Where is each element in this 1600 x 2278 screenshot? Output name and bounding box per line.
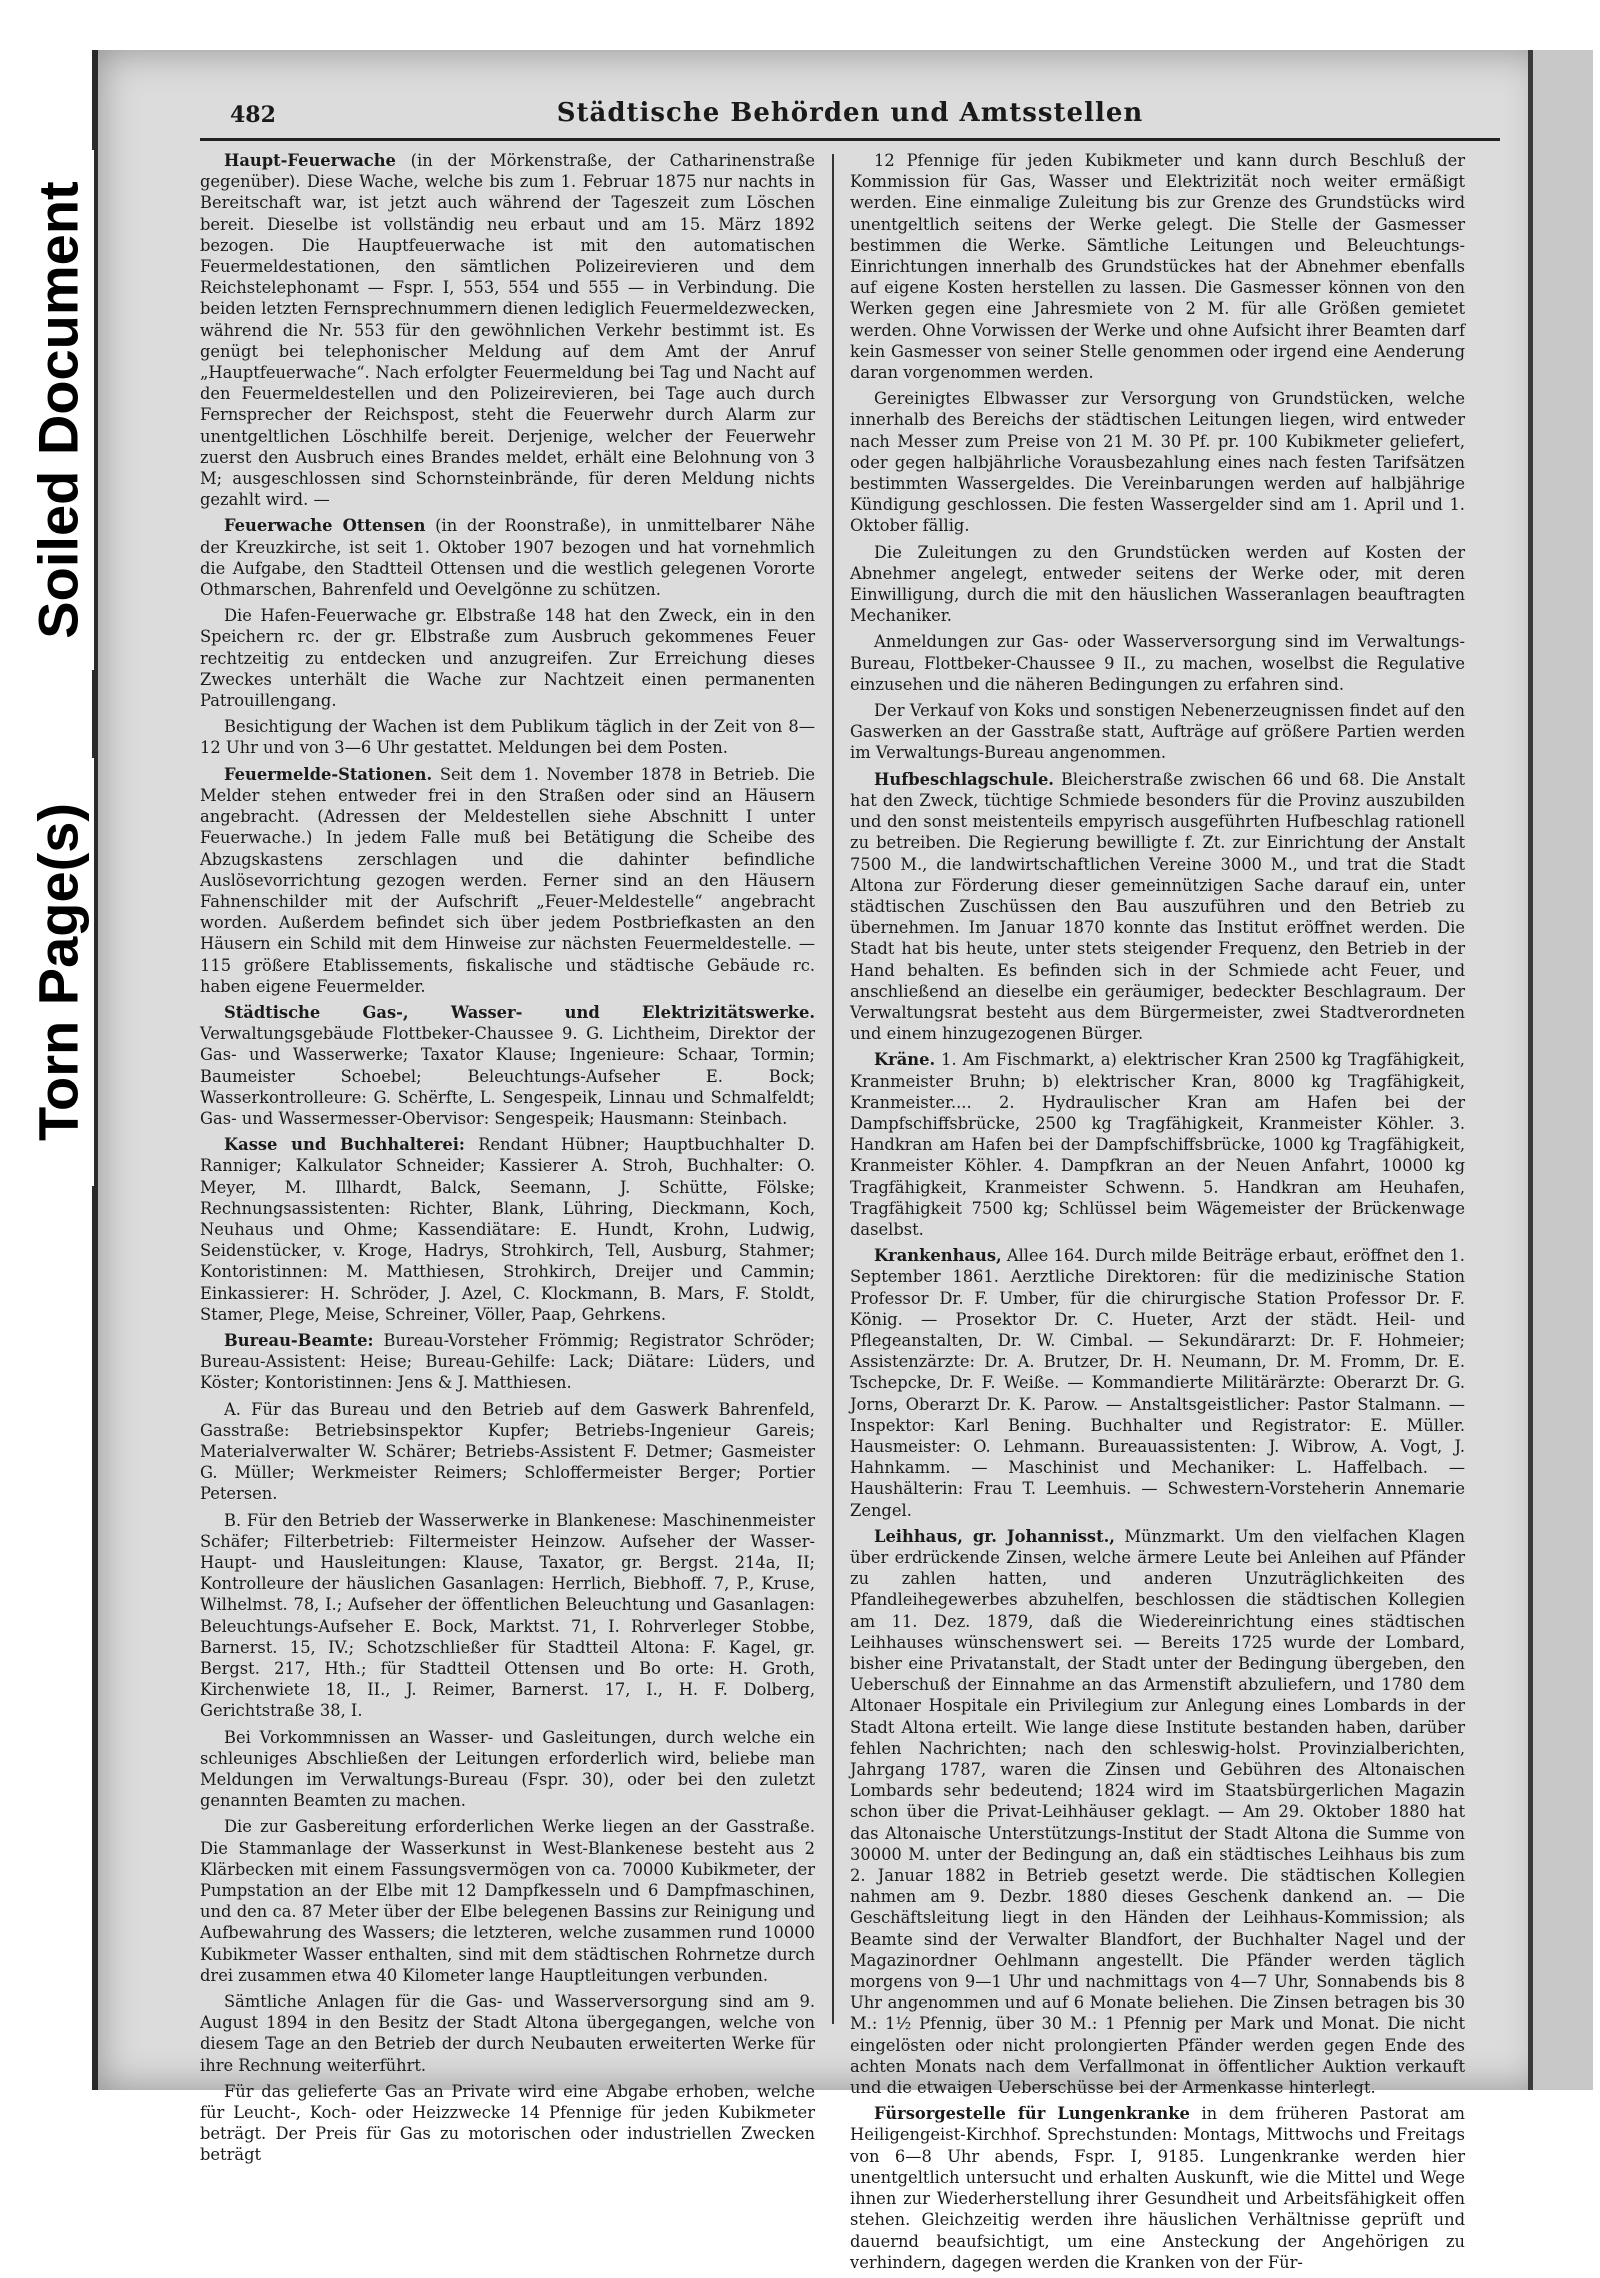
- entry-text: B. Für den Betrieb der Wasserwerke in Blankenese: Maschinenmeister Schäfer; Filterbetrieb: Filtermeister Heinzow. Aufseher der Wasser-Haupt- und Hausleitungen: Klause, Taxator, gr. Bergst. 214a, II; Kontrolleure der häuslichen Gasanlagen: Herrlich, Biebhoff. 7, P., Kruse, Wilhelmst. 78, I.; Aufseher der öffentlichen Beleuchtung und Gasanlagen: Beleuchtungs-Aufseher E. Bock, Marktst. 71, I. Rohrverleger Stobbe, Barnerst. 15, IV.; Schotzschließer für Stadtteil Altona: F. Kagel, gr. Bergst. 217, Hth.; für Stadtteil Ottensen und Bo orte: H. Groth, Kirchenwiete 18, II., J. Reimer, Barnerst. 17, I., H. F. Dolberg, Gerichtstraße 38, I.: [200, 1510, 815, 1721]
- entry-text: Die Zuleitungen zu den Grundstücken werden auf Kosten der Abnehmer angelegt, entweder seitens der Werke oder, mit deren Einwilligung, durch die mit den häuslichen Wasseranlagen beauftragten Mechaniker.: [850, 542, 1465, 626]
- torn-pages-text: Torn Page(s): [26, 802, 90, 1142]
- entry-heading: Kasse und Buchhalterei:: [224, 1135, 465, 1155]
- right-paragraph: [850, 1049, 1465, 1240]
- right-paragraph: [850, 769, 1465, 1045]
- entry-text: Für das gelieferte Gas an Private wird eine Abgabe erhoben, welche für Leucht-, Koch- oder Heizzwecke 14 Pfennige für jeden Kubikmeter beträgt. Der Preis für Gas zu motorischen oder industriellen Zwecken beträgt: [200, 2081, 815, 2165]
- entry-text: in dem früheren Pastorat am Heiligengeist-Kirchhof. Sprechstunden: Montags, Mittwochs und Freitags von 6—8 Uhr abends, Fspr. I, 9185. Lungenkranke werden hier unentgeltlich untersucht und erhalten Auskunft, wie die Mittel und Wege ihnen zur Wiederherstellung ihrer Gesundheit und Arbeitsfähigkeit offen stehen. Gleichzeitig werden ihre häuslichen Verhältnisse geprüft und dauernd beaufsichtigt, um eine Ansteckung der Angehörigen zu verhindern, dagegen werden die Kranken von der Für-: [850, 2104, 1465, 2272]
- entry-text: A. Für das Bureau und den Betrieb auf dem Gaswerk Bahrenfeld, Gasstraße: Betriebsinspektor Kupfer; Betriebs-Ingenieur Gareis; Materialverwalter W. Schärer; Betriebs-Assistent F. Detmer; Gasmeister G. Müller; Werkmeister Reimers; Schloffermeister Berger; Portier Petersen.: [200, 1399, 815, 1504]
- right-column: [850, 150, 1465, 2278]
- left-paragraph: [200, 1816, 815, 1986]
- entry-text: Bureau-Vorsteher Frömmig; Registrator Schröder; Bureau-Assistent: Heise; Bureau-Gehilfe: Lack; Diätare: Lüders, und Köster; Kontoristinnen: Jens & J. Matthiesen.: [200, 1330, 815, 1393]
- left-paragraph: [200, 1002, 815, 1129]
- left-paragraph: [200, 1134, 815, 1325]
- entry-heading: Städtische Gas-, Wasser- und Elektrizitätswerke.: [224, 1002, 815, 1022]
- right-paragraph: [850, 542, 1465, 627]
- right-paragraph: [850, 631, 1465, 695]
- soiled-document-text: Soiled Document: [26, 181, 90, 639]
- entry-heading: Kräne.: [874, 1050, 936, 1070]
- left-column: [200, 150, 815, 2171]
- entry-heading: Fürsorgestelle für Lungenkranke: [874, 2104, 1190, 2124]
- running-head: Städtische Behörden und Amtsstellen: [556, 98, 1144, 128]
- right-paragraph: [850, 700, 1465, 764]
- entry-heading: Bureau-Beamte:: [224, 1330, 374, 1350]
- right-paragraph: [850, 388, 1465, 536]
- right-paragraph: [850, 1526, 1465, 2098]
- entry-text: Anmeldungen zur Gas- oder Wasserversorgung sind im Verwaltungs-Bureau, Flottbeker-Chaussee 9 II., zu machen, woselbst die Regulative einzusehen und die näheren Bedingungen zu erfahren sind.: [850, 632, 1465, 694]
- entry-text: Bleicherstraße zwischen 66 und 68. Die Anstalt hat den Zweck, tüchtige Schmiede besonders für die Provinz auszubilden und den sonst meistenteils empyrisch ausgeführten Hufbeschlag rationell zu betreiben. Die Regierung bewilligte f. Zt. zur Einrichtung der Anstalt 7500 M., die landwirtschaftlichen Vereine 3000 M., und trat die Stadt Altona zur Förderung dieser gemeinnützigen Sache darauf ein, unter städtischen Zuschüssen den Bau auszuführen und den Betrieb zu übernehmen. Im Januar 1870 konnte das Institut eröffnet werden. Die Stadt hat bis heute, unter stets steigender Frequenz, den Betrieb in der Hand behalten. Es befinden sich in der Schmiede acht Feuer, und anschließend an dieselbe ein geräumiger, bedeckter Beschlagraum. Der Verwaltungsrat besteht aus dem Bürgermeister, zwei Stadtverordneten und einem hinzugezogenen Bürger.: [850, 769, 1465, 1044]
- right-paragraph: [850, 2103, 1465, 2273]
- entry-text: Besichtigung der Wachen ist dem Publikum täglich in der Zeit von 8—12 Uhr und von 3—6 Uhr gestattet. Meldungen bei dem Posten.: [200, 717, 815, 758]
- document-page: [200, 90, 1500, 2272]
- entry-text: Die Hafen-Feuerwache gr. Elbstraße 148 hat den Zweck, ein in den Speichern rc. der gr. Elbstraße zum Ausbruch gekommenes Feuer rechtzeitig zu entdecken und anzugreifen. Zur Erreichung dieses Zweckes unterhält die Wache zur Nachtzeit einen permanenten Patrouillengang.: [200, 606, 815, 711]
- entry-text: Verwaltungsgebäude Flottbeker-Chaussee 9. G. Lichtheim, Direktor der Gas- und Wasserwerke; Taxator Klause; Ingenieure: Schaar, Tormin; Baumeister Schoebel; Beleuchtungs-Aufseher E. Bock; Wasserkontrolleure: G. Schërfte, L. Sengespeik, Linnau und Schmalfeldt; Gas- und Wassermesser-Obervisor: Sengespeik; Hausmann: Steinbach.: [200, 1024, 815, 1128]
- right-paragraph: [850, 1245, 1465, 1521]
- left-paragraph: [200, 1330, 815, 1394]
- header-rule: [200, 138, 1500, 141]
- soiled-document-label: [22, 150, 94, 670]
- entry-heading: Leihhaus, gr. Johannisst.,: [874, 1526, 1115, 1546]
- entry-text: Bei Vorkommnissen an Wasser- und Gasleitungen, durch welche ein schleuniges Abschließen der Leitungen erforderlich wird, beliebe man Meldungen im Verwaltungs-Bureau (Fspr. 30), oder bei den zuletzt genannten Beamten zu machen.: [200, 1727, 815, 1811]
- left-paragraph: [200, 1510, 815, 1722]
- entry-heading: Krankenhaus,: [874, 1246, 1002, 1266]
- entry-text: 1. Am Fischmarkt, a) elektrischer Kran 2500 kg Tragfähigkeit, Kranmeister Bruhn; b) elektrischer Kran, 8000 kg Tragfähigkeit, Kranmeister.... 2. Hydraulischer Kran am Hafen bei der Dampfschiffsbrücke, 2500 kg Tragfähigkeit, Kranmeister Köhler. 3. Handkran am Hafen bei der Dampfschiffsbrücke, 1000 kg Tragfähigkeit, Kranmeister Köhler. 4. Dampfkran an der Neuen Anfahrt, 10000 kg Tragfähigkeit, Kranmeister Schwenn. 5. Handkran am Heuhafen, Tragfähigkeit 7500 kg; Schlüssel beim Wägemeister der Brückenwage daselbst.: [850, 1050, 1465, 1239]
- entry-text: (in der Roonstraße), in unmittelbarer Nähe der Kreuzkirche, ist seit 1. Oktober 1907 bezogen und hat vornehmlich die Aufgabe, den Stadtteil Ottensen und die westlich gelegenen Vororte Othmarschen, Bahrenfeld und Oevelgönne zu schützen.: [200, 516, 815, 600]
- entry-text: (in der Mörkenstraße, der Catharinenstraße gegenüber). Diese Wache, welche bis zum 1. Februar 1875 nur nachts in Bereitschaft war, ist jetzt auch während der Tageszeit zum Löschen bereit. Dieselbe ist vollständig neu erbaut und am 15. März 1892 bezogen. Die Hauptfeuerwache ist mit den automatischen Feuermeldestationen, den sämtlichen Polizeirevieren und dem Reichstelephonamt — Fspr. I, 553, 554 und 555 — in Verbindung. Die beiden letzten Fernsprechnummern dienen lediglich Feuermeldezwecken, während die Nr. 553 für den gewöhnlichen Verkehr bestimmt ist. Es genügt bei telephonischer Meldung auf dem Amt der Anruf „Hauptfeuerwache“. Nach erfolgter Feuermeldung bei Tag und Nacht auf den Feuermeldestellen und den Polizeirevieren, bei Tage auch durch Fernsprecher der Reichspost, steht die Feuerwehr durch Alarm zur unentgeltlichen Löschhilfe bereit. Derjenige, welcher der Feuerwehr zuerst den Ausbruch eines Brandes meldet, erhält eine Belohnung von 3 M; ausgeschlossen sind Schornsteinbrände, für deren Meldung nichts gezahlt wird. —: [200, 151, 815, 510]
- page-number: 482: [230, 102, 276, 128]
- entry-heading: Feuerwache Ottensen: [224, 516, 426, 536]
- entry-text: Münzmarkt. Um den vielfachen Klagen über erdrückende Zinsen, welche ärmere Leute bei Anleihen auf Pfänder zu zahlen hatten, und anderen Unzuträglichkeiten des Pfandleihegewerbes abzuhelfen, beschlossen die städtischen Kollegien am 11. Dez. 1879, daß die Wiedereinrichtung eines städtischen Leihhauses wünschenswert sei. — Bereits 1725 wurde der Lombard, bisher eine Privatanstalt, der Stadt unter der Bedingung übergeben, den Ueberschuß der Einnahme an das Armenstift abzuliefern, und 1780 dem Altonaer Hospitale ein Privilegium zur Anlegung eines Lombards in der Stadt Altona erteilt. Wie lange diese Institute bestanden haben, darüber fehlen Nachrichten; nach den schleswig-holst. Provinzialberichten, Jahrgang 1787, waren die Zinsen und Gebühren des Altonaischen Lombards sehr bedeutend; 1824 wird im Staatsbürgerlichen Magazin schon über die Privat-Leihhäuser geklagt. — Am 29. Oktober 1880 hat das Altonaische Unterstützungs-Institut der Stadt Altona die Summe von 30000 M. unter der Bedingung an, daß ein städtisches Leihhaus bis zum 2. Januar 1882 in Betrieb gesetzt werde. Die städtischen Kollegien nahmen am 9. Dezbr. 1880 dieses Geschenk dankend an. — Die Geschäftsleitung liegt in den Händen der Leihhaus-Kommission; als Beamte sind der Verwalter Blandfort, der Buchhalter Nagel und der Magazinordner Oehlmann angestellt. Die Pfänder werden täglich morgens von 9—1 Uhr und nachmittags von 4—7 Uhr, Sonnabends bis 8 Uhr angenommen und auf 6 Monate beliehen. Die Zinsen betragen bis 30 M.: 1½ Pfennig, über 30 M.: 1 Pfennig per Mark und Monat. Die nicht eingelösten oder nicht prolongierten Pfänder werden gegen Ende des achten Monats nach dem Verfallmonat in öffentlicher Auktion verkauft und die etwaigen Ueberschüsse bei der Armenkasse hinterlegt.: [850, 1526, 1466, 2098]
- left-paragraph: [200, 2081, 815, 2166]
- left-paragraph: [200, 1991, 815, 2076]
- left-paragraph: [200, 1727, 815, 1812]
- entry-heading: Hufbeschlagschule.: [874, 769, 1054, 789]
- left-paragraph: [200, 1399, 815, 1505]
- torn-pages-label: [22, 758, 94, 1186]
- left-paragraph: [200, 764, 815, 997]
- right-paragraph: [850, 150, 1465, 383]
- column-divider: [832, 154, 834, 2024]
- entry-heading: Feuermelde-Stationen.: [224, 764, 433, 784]
- entry-text: Gereinigtes Elbwasser zur Versorgung von Grundstücken, welche innerhalb des Bereichs der städtischen Leitungen liegen, wird entweder nach Messer zum Preise von 21 M. 30 Pf. pr. 100 Kubikmeter geliefert, oder gegen halbjährliche Vorausbezahlung eines nach festen Tarifsätzen bestimmten Wassergeldes. Die Vereinbarungen werden auf halbjährige Kündigung geschlossen. Die festen Wassergelder sind am 1. April und 1. Oktober fällig.: [850, 389, 1465, 536]
- next-page-edge: [1528, 50, 1593, 2090]
- entry-text: Allee 164. Durch milde Beiträge erbaut, eröffnet den 1. September 1861. Aerztliche Direktoren: für die medizinische Station Professor Dr. F. Umber, für die chirurgische Station Professor Dr. F. König. — Prosektor Dr. C. Hueter, Arzt der städt. Heil- und Pflegeanstalten, Dr. W. Cimbal. — Sekundärarzt: Dr. F. Hohmeier; Assistenzärzte: Dr. A. Brutzer, Dr. H. Neumann, Dr. M. Fromm, Dr. E. Tschepcke, Dr. F. Weiße. — Kommandierte Militärärzte: Oberarzt Dr. G. Jorns, Oberarzt Dr. K. Parow. — Anstaltsgeistlicher: Pastor Stalmann. — Inspektor: Karl Bening. Buchhalter und Registrator: E. Müller. Hausmeister: O. Lehmann. Bureauassistenten: J. Wibrow, A. Vogt, J. Hahnkamm. — Maschinist und Mechaniker: L. Haffelbach. — Haushälterin: Frau T. Leemhuis. — Schwestern-Vorsteherin Annemarie Zengel.: [850, 1246, 1465, 1520]
- left-paragraph: [200, 150, 815, 510]
- entry-text: Rendant Hübner; Hauptbuchhalter D. Ranniger; Kalkulator Schneider; Kassierer A. Stroh, Buchhalter: O. Meyer, M. Illhardt, Balck, Seemann, J. Schütte, Fölske; Rechnungsassistenten: Richter, Blank, Lühring, Dieckmann, Koch, Neuhaus und Ohme; Kassendiätare: E. Hundt, Krohn, Ludwig, Seidenstücker, v. Kroge, Hadrys, Strohkirch, Tell, Ausburg, Stahmer; Kontoristinnen: M. Matthiesen, Strohkirch, Dreijer und Cammin; Einkassierer: H. Schröder, J. Azel, C. Klockmann, B. Mars, F. Stoldt, Stamer, Plege, Meise, Schreiner, Völler, Paap, Gehrkens.: [200, 1135, 815, 1324]
- entry-text: Die zur Gasbereitung erforderlichen Werke liegen an der Gasstraße. Die Stammanlage der Wasserkunst in West-Blankenese besteht aus 2 Klärbecken mit einem Fassungsvermögen von ca. 70000 Kubikmeter, der Pumpstation an der Elbe mit 12 Dampfkesseln und 6 Dampfmaschinen, und den ca. 87 Meter über der Elbe belegenen Bassins zur Reinigung und Aufbewahrung des Wassers; die letzteren, welche zusammen rund 10000 Kubikmeter Wasser enthalten, sind mit dem städtischen Rohrnetze durch drei zusammen etwa 40 Kilometer lange Hauptleitungen verbunden.: [200, 1817, 815, 1985]
- entry-text: 12 Pfennige für jeden Kubikmeter und kann durch Beschluß der Kommission für Gas, Wasser und Elektrizität noch weiter ermäßigt werden. Eine einmalige Zuleitung bis zur Grenze des Grundstücks wird unentgeltlich seitens der Werke gelegt. Die Stelle der Gasmesser bestimmen die Werke. Sämtliche Leitungen und Beleuchtungs-Einrichtungen innerhalb des Grundstückes hat der Abnehmer ebenfalls auf eigene Kosten herstellen zu lassen. Die Gasmesser können von den Werken gegen eine Jahresmiete von 2 M. für alle Größen gemietet werden. Ohne Vorwissen der Werke und ohne Aufsicht ihrer Beamten darf kein Gasmesser von seiner Stelle genommen oder irgend eine Aenderung daran vorgenommen werden.: [850, 151, 1465, 383]
- entry-text: Der Verkauf von Koks und sonstigen Nebenerzeugnissen findet auf den Gaswerken an der Gasstraße statt, Aufträge auf größere Partien werden im Verwaltungs-Bureau angenommen.: [850, 701, 1465, 763]
- entry-text: Sämtliche Anlagen für die Gas- und Wasserversorgung sind am 9. August 1894 in den Besitz der Stadt Altona übergegangen, welche von diesem Tage an den Betrieb der durch Neubauten erweiterten Werke für ihre Rechnung weiterführt.: [200, 1992, 815, 2075]
- left-paragraph: [200, 515, 815, 600]
- left-paragraph: [200, 605, 815, 711]
- entry-heading: Haupt-Feuerwache: [224, 151, 396, 170]
- entry-text: Seit dem 1. November 1878 in Betrieb. Die Melder stehen entweder frei in den Straßen oder sind an Häusern angebracht. (Adressen der Meldestellen siehe Abschnitt I unter Feuerwache.) In jedem Falle muß bei Betätigung die Scheibe des Abzugskastens zerschlagen und die dahinter befindliche Auslösevorrichtung gezogen werden. Ferner sind an den Häusern Fahnenschilder mit der Aufschrift „Feuer-Meldestelle“ angebracht worden. Außerdem befindet sich über jedem Postbriefkasten an den Häusern ein Schild mit dem Hinweise zur nächsten Feuermeldestelle. — 115 größere Etablissements, fiskalische und städtische Gebäude rc. haben eigene Feuermelder.: [200, 764, 815, 996]
- left-paragraph: [200, 716, 815, 758]
